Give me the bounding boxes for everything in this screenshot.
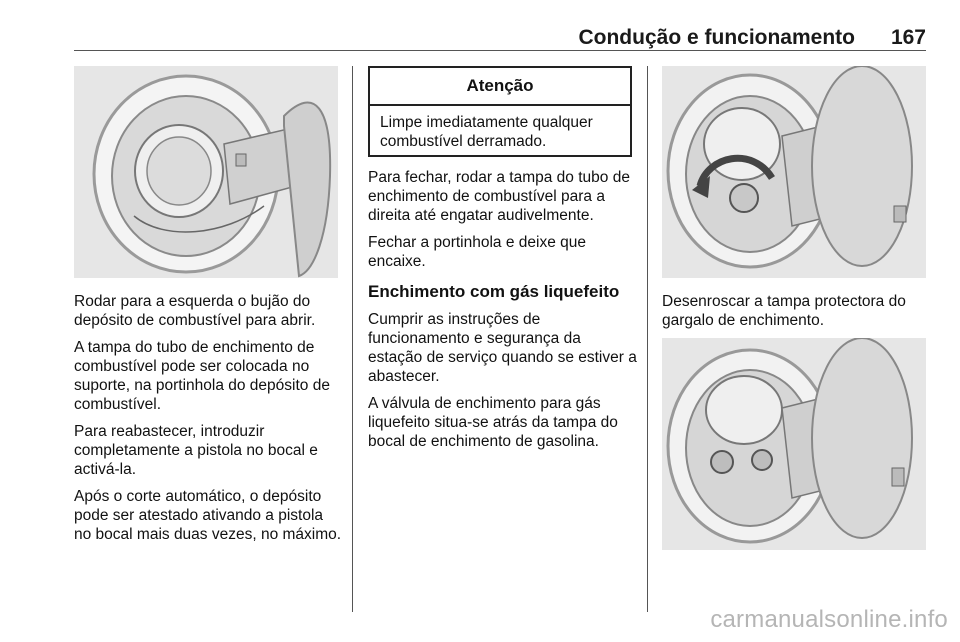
cap-rotation-drawing <box>662 66 926 278</box>
notice-title: Atenção <box>370 68 630 106</box>
fuel-cap-drawing <box>74 66 338 278</box>
paragraph: Fechar a portinhola e deixe que encaixe. <box>368 234 587 270</box>
figure-caption: Desenroscar a tampa protectora do gargalo de enchimento. <box>662 293 906 329</box>
paragraph: Para fechar, rodar a tampa do tubo de enchimento de combustível para a direita até engatar audivelmente. <box>368 169 630 224</box>
notice-box <box>368 66 632 157</box>
header-rule <box>74 50 926 51</box>
column1-text <box>74 292 344 552</box>
column-divider-right <box>647 66 648 612</box>
lpg-valve-illustration <box>662 338 926 550</box>
paragraph: Rodar para a esquerda o bujão do depósito de combustível para abrir. <box>74 293 316 329</box>
paragraph: A válvula de enchimento para gás liquefeito situa-se atrás da tampa do bocal de enchimento de gasolina. <box>368 395 618 450</box>
paragraph: Cumprir as instruções de funcionamento e segurança da estação de serviço quando se estiver a abastecer. <box>368 311 637 385</box>
watermark: carmanualsonline.info <box>710 606 948 633</box>
section-heading: Enchimento com gás liquefeito <box>368 282 620 301</box>
paragraph: Após o corte automático, o depósito pode ser atestado ativando a pistola no bocal mais duas vezes, no máximo. <box>74 488 342 543</box>
lpg-valve-drawing <box>662 338 926 550</box>
page-number: 167 <box>890 26 926 49</box>
column-divider-left <box>352 66 353 612</box>
paragraph: Para reabastecer, introduzir completamente a pistola no bocal e activá-la. <box>74 423 318 478</box>
notice-text: Limpe imediatamente qualquer combustível derramado. <box>380 114 593 150</box>
column2-text <box>368 168 638 459</box>
paragraph: A tampa do tubo de enchimento de combustível pode ser colocada no suporte, na portinhola do depósito de combustível. <box>74 339 330 413</box>
fuel-cap-illustration <box>74 66 338 278</box>
cap-rotation-illustration <box>662 66 926 278</box>
section-title: Condução e funcionamento <box>578 26 855 49</box>
